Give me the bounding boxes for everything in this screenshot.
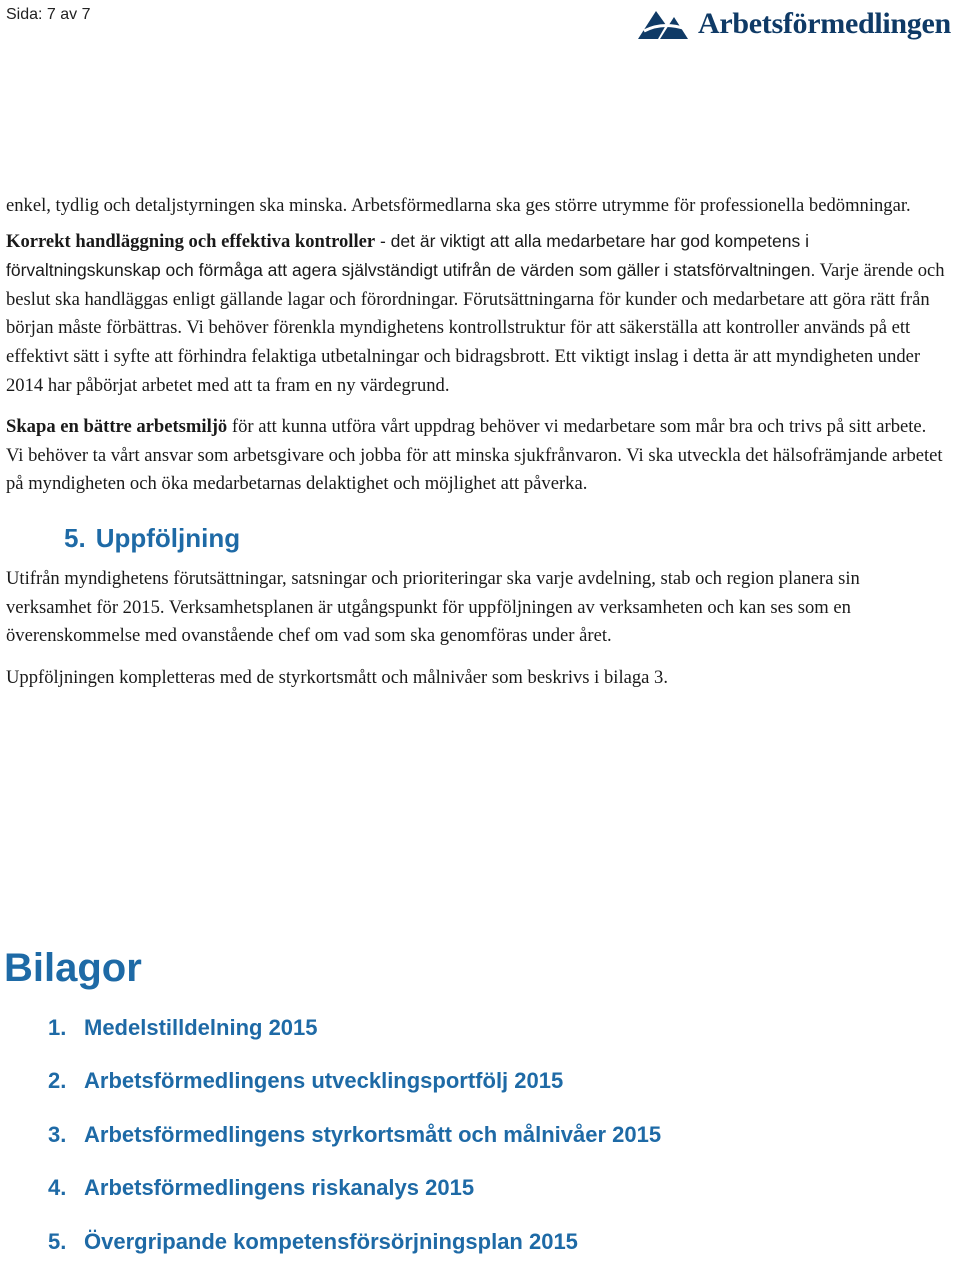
paragraph-text: - det är viktigt att alla medarbetare har god kompetens i förvaltningskunskap och förmåga att agera självständigt utifrån de värden som gäller i statsförvaltningen. [6,230,816,281]
arbetsformedlingen-logo-icon [636,7,690,41]
appendix-label: Arbetsförmedlingens riskanalys 2015 [84,1175,475,1201]
paragraph-text: Varje ärende och beslut ska handläggas enligt gällande lagar och förordningar. Förutsättningarna för kunder och medarbetare att göra rätt från början måste förbättras. Vi behöver förenkla myndighetens kontrollstruktur för att säkerställa att kontroller används på ett effektivt sätt i syfte att förhindra felaktiga utbetalningar och bidragsbrott. Ett viktigt inslag i detta är att myndigheten under 2014 har påbörjat arbetet med att ta fram en ny värdegrund. [6,260,945,396]
appendix-number: 2. [48,1068,67,1094]
appendix-number: 1. [48,1015,67,1040]
document-body [6,192,946,705]
page-number: Sida: 7 av 7 [6,6,91,23]
appendix-label: Övergripande kompetensförsörjningsplan 2015 [84,1228,578,1254]
logo-text: Arbetsförmedlingen [698,7,951,40]
paragraph: enkel, tydlig och detaljstyrningen ska minska. Arbetsförmedlarna ska ges större utrymme för professionella bedömningar. [6,195,911,216]
appendix-item [48,1171,661,1224]
logo [636,4,956,44]
paragraph [6,413,946,499]
appendix-item [48,1118,661,1171]
appendix-label: Arbetsförmedlingens styrkortsmått och målnivåer 2015 [84,1121,662,1147]
appendix-item [48,1064,661,1117]
paragraph: Utifrån myndighetens förutsättningar, satsningar och prioriteringar ska varje avdelning, stab och region planera sin verksamhet för 2015. Verksamhetsplanen är utgångspunkt för uppföljningen av verksamheten och kan ses som en överenskommelse med ovanstående chef om vad som ska genomföras under året. [6,567,860,647]
section-title: Uppföljning [95,522,241,553]
appendices-heading: Bilagor [4,946,142,990]
appendix-number: 4. [48,1175,67,1201]
appendix-label: Arbetsförmedlingens utvecklingsportfölj 2015 [84,1068,564,1094]
section-heading [64,521,946,555]
paragraph-lead: Skapa en bättre arbetsmiljö [6,416,228,438]
appendix-label: Medelstilldelning 2015 [84,1015,318,1040]
paragraph-lead: Korrekt handläggning och effektiva kontroller [6,230,376,252]
appendix-item [48,1225,661,1278]
appendix-item [48,1011,661,1064]
section-number: 5. [64,522,86,553]
paragraph-text: för att kunna utföra vårt uppdrag behöver vi medarbetare som mår bra och trivs på sitt arbete. Vi behöver ta vårt ansvar som arbetsgivare och jobba för att minska sjukfrånvaron. Vi ska utveckla det hälsofrämjande arbetet på myndigheten och öka medarbetarnas delaktighet och möjlighet att påverka. [6,416,943,495]
paragraph [6,227,946,401]
appendix-number: 5. [48,1228,67,1254]
appendices-list [48,1011,661,1278]
appendix-number: 3. [48,1121,67,1147]
paragraph: Uppföljningen kompletteras med de styrkortsmått och målnivåer som beskrivs i bilaga 3. [6,666,669,688]
